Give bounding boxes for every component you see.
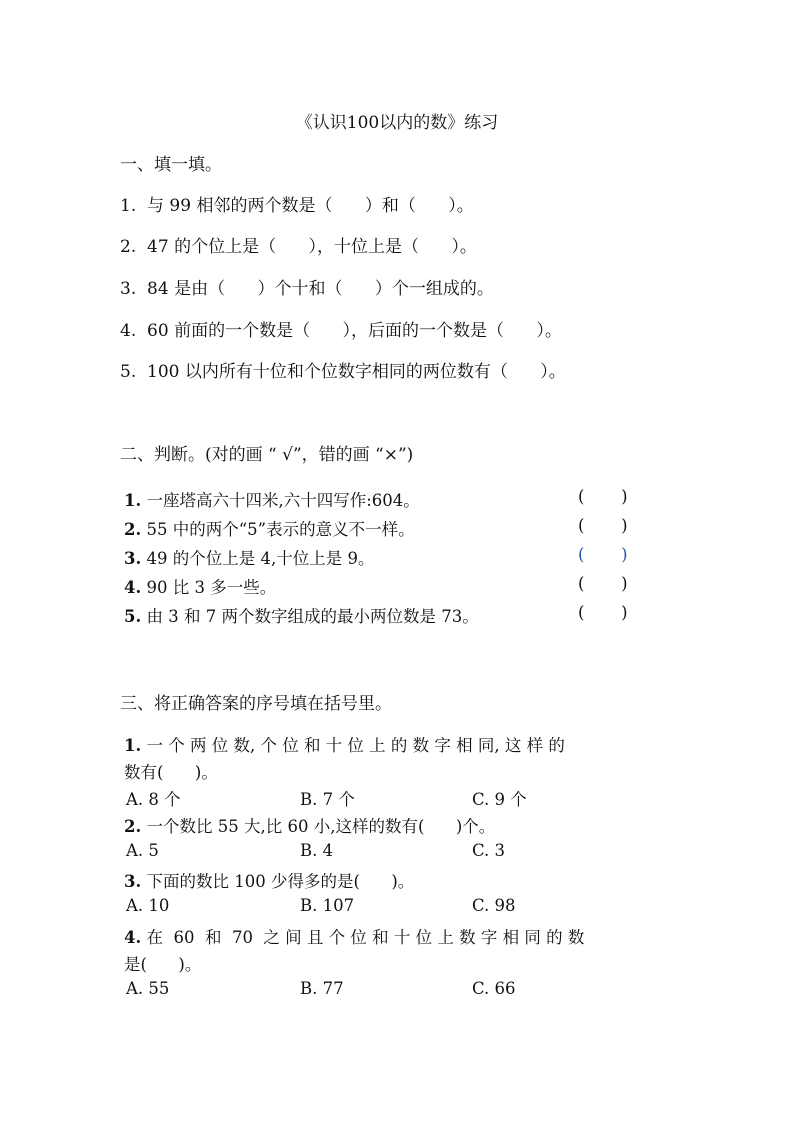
- fill-item-3: 3. 84 是由（ ）个十和（ ）个一组成的。: [120, 279, 494, 299]
- judge-paren-5: ( ): [578, 603, 628, 622]
- judge-paren-2: ( ): [578, 516, 628, 535]
- mc2-option-b: B. 4: [300, 841, 334, 860]
- judge-item-4: [124, 574, 276, 598]
- mc-num: 3.: [124, 872, 142, 891]
- mc4-option-c: C. 66: [472, 979, 516, 998]
- mc2-option-c: C. 3: [472, 841, 506, 860]
- judge-item-5: [124, 603, 479, 627]
- mc-question-1: [124, 732, 565, 756]
- mc-question-4: [124, 924, 584, 948]
- mc1-option-a: A. 8 个: [126, 790, 181, 809]
- judge-paren-1: ( ): [578, 487, 628, 506]
- fill-item-2: 2. 47 的个位上是（ ），十位上是（ ）。: [120, 237, 477, 257]
- mc-num: 1.: [124, 736, 142, 755]
- mc-question-4-line2: 是( )。: [124, 955, 202, 974]
- mc-line: 一 个 两 位 数, 个 位 和 十 位 上 的 数 字 相 同, 这 样 的: [146, 736, 565, 755]
- mc1-option-b: B. 7 个: [300, 790, 355, 809]
- section1-heading: 一、填一填。: [120, 155, 222, 175]
- mc-num: 4.: [124, 928, 142, 947]
- mc-question-3: [124, 868, 414, 892]
- judge-paren-4: ( ): [578, 574, 628, 593]
- mc4-option-b: B. 77: [300, 979, 344, 998]
- page-title: 《认识100以内的数》练习: [295, 113, 499, 133]
- judge-item-1: [124, 487, 420, 511]
- judge-num: 4.: [124, 578, 142, 597]
- fill-item-1: 1. 与 99 相邻的两个数是（ ）和（ ）。: [120, 196, 474, 216]
- section2-heading: 二、判断。(对的画 “ √”，错的画 “×”): [120, 445, 414, 465]
- judge-num: 3.: [124, 549, 142, 568]
- mc3-option-c: C. 98: [472, 896, 516, 915]
- mc4-option-a: A. 55: [126, 979, 170, 998]
- judge-text: 90 比 3 多一些。: [146, 578, 277, 597]
- judge-text: 55 中的两个“5”表示的意义不一样。: [146, 520, 415, 539]
- judge-num: 2.: [124, 520, 142, 539]
- judge-text: 49 的个位上是 4,十位上是 9。: [146, 549, 375, 568]
- mc3-option-a: A. 10: [126, 896, 170, 915]
- judge-num: 1.: [124, 491, 142, 510]
- mc-line: 在 60 和 70 之 间 且 个 位 和 十 位 上 数 字 相 同 的 数: [146, 928, 585, 947]
- judge-paren-3: ( ): [578, 545, 628, 564]
- judge-text: 由 3 和 7 两个数字组成的最小两位数是 73。: [146, 607, 479, 626]
- judge-num: 5.: [124, 607, 142, 626]
- fill-item-5: 5. 100 以内所有十位和个位数字相同的两位数有（ ）。: [120, 362, 566, 382]
- mc3-option-b: B. 107: [300, 896, 355, 915]
- section3-heading: 三、将正确答案的序号填在括号里。: [120, 694, 392, 714]
- mc1-option-c: C. 9 个: [472, 790, 527, 809]
- mc-line: 一个数比 55 大,比 60 小,这样的数有( )个。: [146, 817, 496, 836]
- mc-question-2: [124, 813, 495, 837]
- fill-item-4: 4. 60 前面的一个数是（ ），后面的一个数是（ ）。: [120, 321, 562, 341]
- judge-item-3: [124, 545, 374, 569]
- mc-line: 下面的数比 100 少得多的是( )。: [146, 872, 415, 891]
- judge-text: 一座塔高六十四米,六十四写作:604。: [146, 491, 420, 510]
- mc-num: 2.: [124, 817, 142, 836]
- mc-question-1-line2: 数有( )。: [124, 763, 218, 782]
- judge-item-2: [124, 516, 415, 540]
- mc2-option-a: A. 5: [126, 841, 159, 860]
